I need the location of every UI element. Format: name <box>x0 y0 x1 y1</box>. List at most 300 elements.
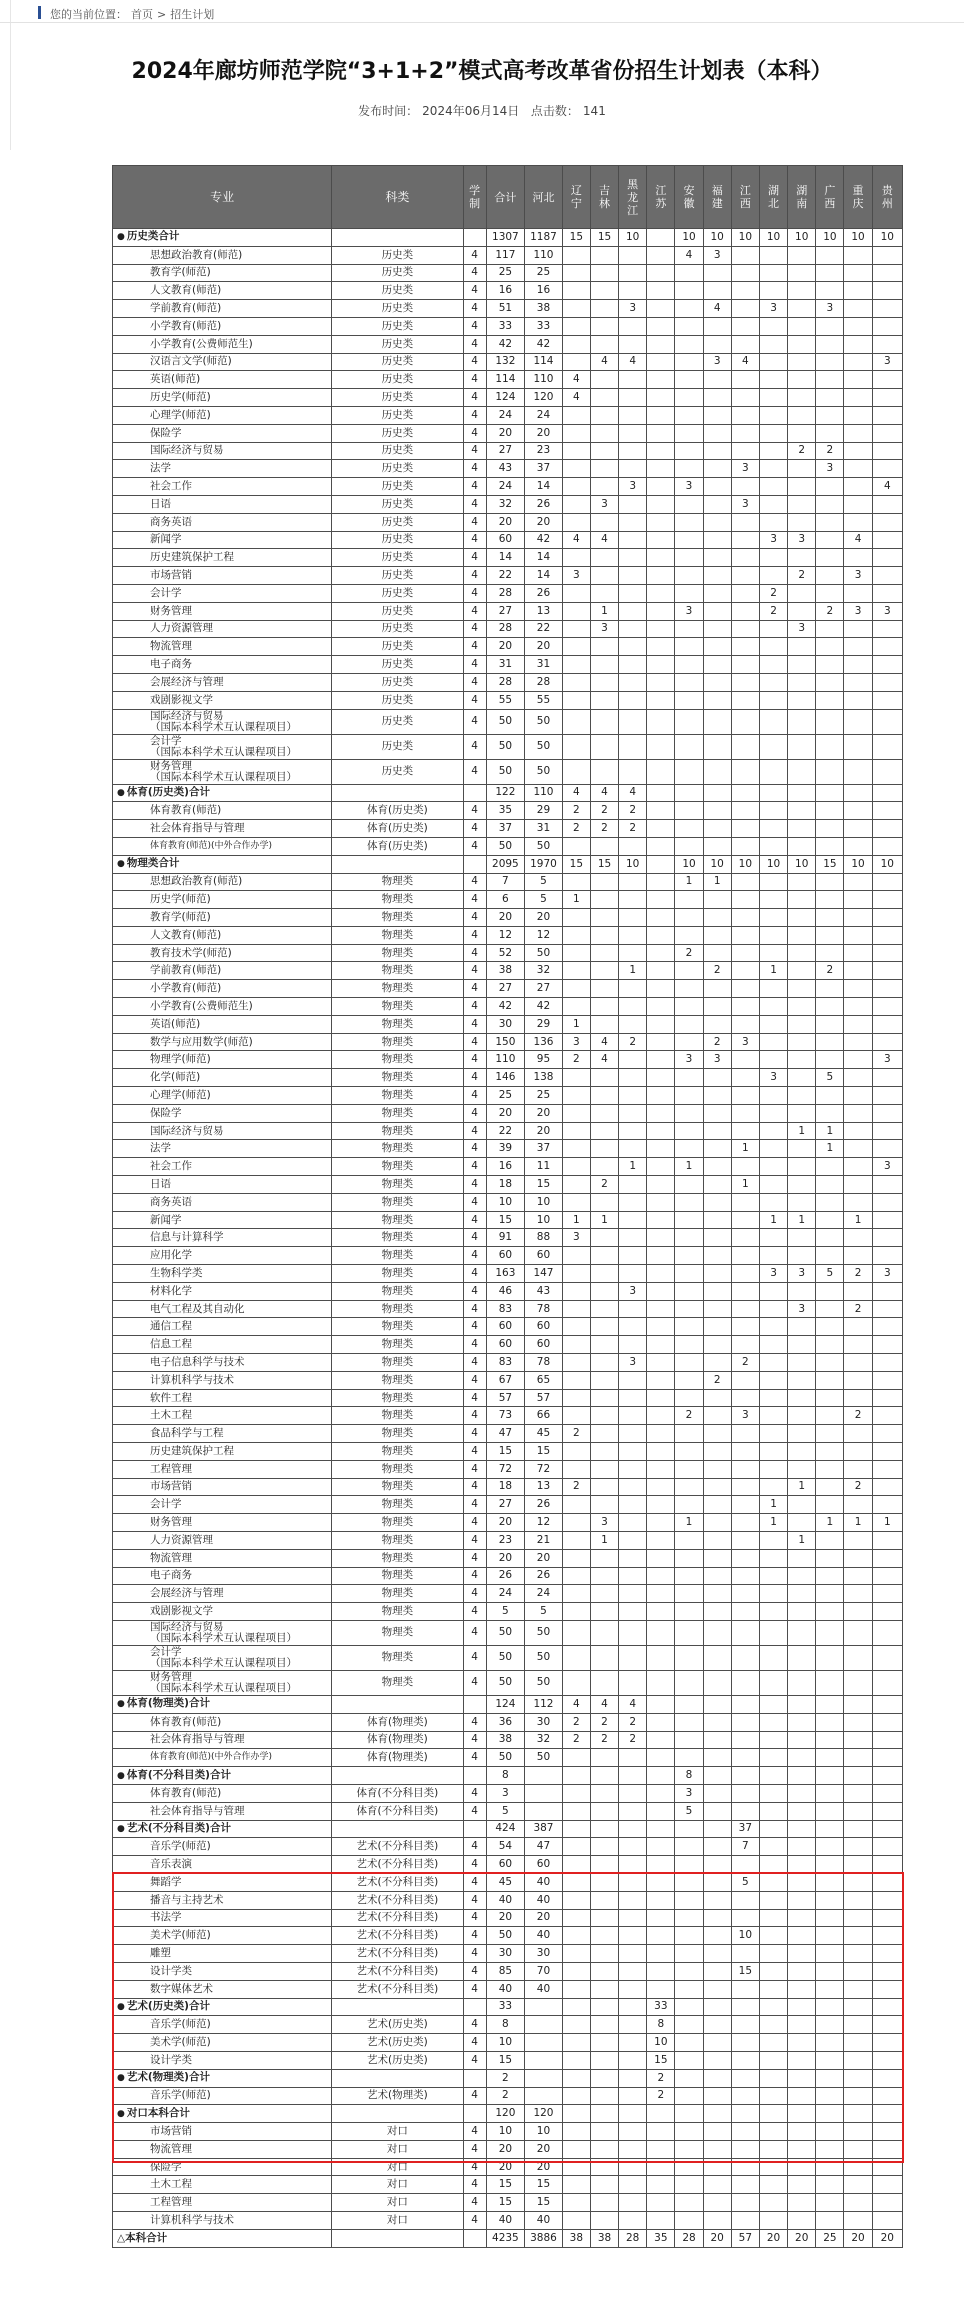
province-quota-cell <box>562 909 590 927</box>
province-quota-cell <box>844 1856 872 1874</box>
province-quota-cell: 50 <box>525 1670 563 1695</box>
province-quota-cell <box>647 1820 675 1838</box>
province-quota-cell <box>816 1407 844 1425</box>
category-cell: 物理类 <box>332 1531 463 1549</box>
province-quota-cell <box>816 584 844 602</box>
province-quota-cell <box>759 1531 787 1549</box>
major-cell: 通信工程 <box>113 1318 332 1336</box>
province-quota-cell <box>788 246 816 264</box>
province-quota-cell <box>872 389 902 407</box>
province-quota-cell <box>788 1945 816 1963</box>
province-quota-cell: 20 <box>788 2229 816 2247</box>
province-quota-cell <box>816 1927 844 1945</box>
province-quota-cell <box>759 891 787 909</box>
province-quota-cell: 1 <box>562 1015 590 1033</box>
province-quota-cell <box>525 1998 563 2016</box>
province-quota-cell <box>562 944 590 962</box>
province-quota-cell <box>788 1820 816 1838</box>
province-quota-cell: 15 <box>562 229 590 247</box>
province-quota-cell <box>759 1443 787 1461</box>
province-quota-cell: 1 <box>759 962 787 980</box>
total-cell: 424 <box>486 1820 525 1838</box>
province-quota-cell <box>675 1731 703 1749</box>
total-cell: 20 <box>486 638 525 656</box>
hits-label: 点击数： <box>530 104 579 118</box>
province-quota-cell <box>872 460 902 478</box>
province-quota-cell <box>816 638 844 656</box>
years-cell: 4 <box>463 300 486 318</box>
province-quota-cell <box>675 1371 703 1389</box>
category-cell: 物理类 <box>332 980 463 998</box>
province-quota-cell: 5 <box>816 1265 844 1283</box>
province-quota-cell: 60 <box>525 1856 563 1874</box>
province-quota-cell <box>731 1211 759 1229</box>
province-quota-cell: 4 <box>590 1695 618 1713</box>
total-cell: 24 <box>486 406 525 424</box>
province-quota-cell <box>816 1873 844 1891</box>
years-cell: 4 <box>463 1856 486 1874</box>
province-quota-cell <box>731 2105 759 2123</box>
province-quota-cell <box>703 820 731 838</box>
province-quota-cell <box>844 2140 872 2158</box>
province-quota-cell <box>647 1873 675 1891</box>
province-quota-cell <box>816 1603 844 1621</box>
category-cell: 物理类 <box>332 1496 463 1514</box>
province-quota-cell <box>675 1265 703 1283</box>
major-cell: 新闻学 <box>113 531 332 549</box>
years-cell: 4 <box>463 802 486 820</box>
province-quota-cell <box>844 335 872 353</box>
province-quota-cell <box>619 1265 647 1283</box>
major-cell: 设计学类 <box>113 1962 332 1980</box>
province-quota-cell <box>562 1962 590 1980</box>
province-quota-cell <box>816 478 844 496</box>
category-cell: 物理类 <box>332 1051 463 1069</box>
province-quota-cell <box>844 389 872 407</box>
province-quota-cell <box>788 656 816 674</box>
province-quota-cell <box>590 424 618 442</box>
province-quota-cell <box>872 1389 902 1407</box>
major-cell: 物流管理 <box>113 1549 332 1567</box>
province-quota-cell <box>759 1300 787 1318</box>
category-cell: 体育(不分科目类) <box>332 1784 463 1802</box>
province-quota-cell: 2 <box>562 820 590 838</box>
province-quota-cell <box>703 1531 731 1549</box>
total-cell: 16 <box>486 282 525 300</box>
total-cell: 60 <box>486 531 525 549</box>
table-row <box>113 1731 903 1749</box>
province-quota-cell <box>788 1069 816 1087</box>
province-quota-cell <box>788 1443 816 1461</box>
years-cell: 4 <box>463 531 486 549</box>
province-quota-cell <box>788 1140 816 1158</box>
province-quota-cell <box>703 495 731 513</box>
category-cell: 历史类 <box>332 495 463 513</box>
province-quota-cell <box>731 442 759 460</box>
province-quota-cell <box>731 1158 759 1176</box>
province-quota-cell <box>731 549 759 567</box>
province-quota-cell: 50 <box>525 944 563 962</box>
header-province: 吉林 <box>590 166 618 229</box>
province-quota-cell: 15 <box>525 1176 563 1194</box>
years-cell: 4 <box>463 1945 486 1963</box>
province-quota-cell <box>703 673 731 691</box>
province-quota-cell <box>844 1336 872 1354</box>
province-quota-cell <box>703 602 731 620</box>
total-cell: 30 <box>486 1945 525 1963</box>
province-quota-cell <box>703 1856 731 1874</box>
province-quota-cell <box>675 1229 703 1247</box>
province-quota-cell <box>647 264 675 282</box>
province-quota-cell <box>872 371 902 389</box>
province-quota-cell <box>788 709 816 734</box>
category-cell: 历史类 <box>332 478 463 496</box>
province-quota-cell <box>816 531 844 549</box>
province-quota-cell <box>872 317 902 335</box>
province-quota-cell: 136 <box>525 1033 563 1051</box>
category-cell: 物理类 <box>332 1229 463 1247</box>
category-cell <box>332 855 463 873</box>
total-cell: 15 <box>486 1443 525 1461</box>
province-quota-cell <box>816 2123 844 2141</box>
years-cell: 4 <box>463 998 486 1016</box>
province-quota-cell <box>675 926 703 944</box>
province-quota-cell <box>731 478 759 496</box>
province-quota-cell <box>647 1140 675 1158</box>
province-quota-cell <box>844 1909 872 1927</box>
province-quota-cell <box>703 406 731 424</box>
province-quota-cell <box>731 656 759 674</box>
province-quota-cell: 3 <box>590 1514 618 1532</box>
total-cell: 91 <box>486 1229 525 1247</box>
province-quota-cell <box>647 1300 675 1318</box>
province-quota-cell <box>816 2051 844 2069</box>
province-quota-cell <box>525 2051 563 2069</box>
province-quota-cell: 2 <box>759 584 787 602</box>
province-quota-cell <box>675 998 703 1016</box>
province-quota-cell <box>872 1802 902 1820</box>
province-quota-cell <box>675 2034 703 2052</box>
province-quota-cell: 26 <box>525 1567 563 1585</box>
province-quota-cell <box>788 1927 816 1945</box>
major-name: 国际经济与贸易 <box>150 1620 224 1633</box>
province-quota-cell <box>816 353 844 371</box>
province-quota-cell <box>759 1371 787 1389</box>
province-quota-cell <box>759 1749 787 1767</box>
province-quota-cell: 3 <box>788 1300 816 1318</box>
province-quota-cell <box>647 1962 675 1980</box>
province-quota-cell <box>844 1784 872 1802</box>
province-quota-cell <box>788 1620 816 1645</box>
province-quota-cell <box>759 1802 787 1820</box>
total-cell: 110 <box>486 1051 525 1069</box>
province-quota-cell <box>647 567 675 585</box>
province-quota-cell <box>788 1767 816 1785</box>
major-cell: 保险学 <box>113 424 332 442</box>
province-quota-cell: 57 <box>525 1389 563 1407</box>
province-quota-cell <box>759 1015 787 1033</box>
province-quota-cell <box>703 1478 731 1496</box>
province-quota-cell <box>619 424 647 442</box>
years-cell: 4 <box>463 1873 486 1891</box>
header-province: 重庆 <box>844 166 872 229</box>
province-quota-cell <box>590 1460 618 1478</box>
province-quota-cell: 4 <box>675 246 703 264</box>
category-cell: 历史类 <box>332 353 463 371</box>
province-quota-cell <box>590 1371 618 1389</box>
table-row <box>113 1193 903 1211</box>
province-quota-cell <box>872 549 902 567</box>
province-quota-cell <box>675 1820 703 1838</box>
table-row <box>113 980 903 998</box>
total-cell: 50 <box>486 759 525 784</box>
province-quota-cell <box>619 1300 647 1318</box>
province-quota-cell: 2 <box>675 1407 703 1425</box>
province-quota-cell <box>703 460 731 478</box>
province-quota-cell <box>759 1713 787 1731</box>
province-quota-cell <box>647 962 675 980</box>
total-cell: 32 <box>486 495 525 513</box>
province-quota-cell <box>675 1856 703 1874</box>
grand-total-row <box>113 2229 903 2247</box>
province-quota-cell: 1 <box>590 1211 618 1229</box>
major-cell: 物流管理 <box>113 638 332 656</box>
province-quota-cell <box>731 784 759 802</box>
province-quota-cell <box>703 1087 731 1105</box>
province-quota-cell <box>675 1909 703 1927</box>
province-quota-cell <box>703 442 731 460</box>
province-quota-cell <box>816 2212 844 2230</box>
province-quota-cell <box>731 1998 759 2016</box>
province-quota-cell <box>703 944 731 962</box>
province-quota-cell: 20 <box>525 1549 563 1567</box>
province-quota-cell <box>816 909 844 927</box>
province-quota-cell: 20 <box>703 2229 731 2247</box>
province-quota-cell <box>788 1749 816 1767</box>
years-cell: 4 <box>463 567 486 585</box>
province-quota-cell <box>872 1015 902 1033</box>
major-cell: 教育学(师范) <box>113 909 332 927</box>
province-quota-cell <box>619 638 647 656</box>
province-quota-cell <box>759 1193 787 1211</box>
province-quota-cell <box>872 638 902 656</box>
province-quota-cell <box>562 1389 590 1407</box>
province-quota-cell: 3 <box>872 1051 902 1069</box>
province-quota-cell <box>675 389 703 407</box>
province-quota-cell: 4 <box>562 784 590 802</box>
province-quota-cell <box>590 759 618 784</box>
province-quota-cell: 10 <box>619 855 647 873</box>
province-quota-cell <box>844 1176 872 1194</box>
major-cell: 雕塑 <box>113 1945 332 1963</box>
years-cell: 4 <box>463 1838 486 1856</box>
province-quota-cell: 4 <box>703 300 731 318</box>
province-quota-cell <box>759 1731 787 1749</box>
province-quota-cell <box>562 1820 590 1838</box>
province-quota-cell <box>647 1695 675 1713</box>
province-quota-cell: 40 <box>525 1873 563 1891</box>
years-cell <box>463 2105 486 2123</box>
province-quota-cell <box>562 1856 590 1874</box>
province-quota-cell <box>872 1856 902 1874</box>
years-cell: 4 <box>463 264 486 282</box>
major-cell: ● 艺术(不分科目类)合计 <box>113 1820 332 1838</box>
province-quota-cell <box>647 691 675 709</box>
province-quota-cell: 7 <box>731 1838 759 1856</box>
province-quota-cell <box>590 944 618 962</box>
province-quota-cell <box>562 246 590 264</box>
province-quota-cell <box>844 2212 872 2230</box>
province-quota-cell <box>590 1478 618 1496</box>
province-quota-cell <box>759 317 787 335</box>
category-cell: 物理类 <box>332 1645 463 1670</box>
province-quota-cell: 4 <box>590 784 618 802</box>
province-quota-cell <box>703 2140 731 2158</box>
province-quota-cell <box>816 2087 844 2105</box>
province-quota-cell <box>731 1229 759 1247</box>
major-cell: 商务英语 <box>113 1193 332 1211</box>
province-quota-cell <box>562 1176 590 1194</box>
province-quota-cell <box>872 1998 902 2016</box>
province-quota-cell <box>562 1603 590 1621</box>
major-cell: ● 对口本科合计 <box>113 2105 332 2123</box>
province-quota-cell <box>844 998 872 1016</box>
breadcrumb-home-link[interactable]: 首页 <box>131 8 153 21</box>
province-quota-cell <box>703 2087 731 2105</box>
province-quota-cell: 2 <box>590 1176 618 1194</box>
province-quota-cell <box>619 1670 647 1695</box>
province-quota-cell <box>619 1318 647 1336</box>
province-quota-cell <box>562 1998 590 2016</box>
province-quota-cell <box>647 406 675 424</box>
province-quota-cell <box>759 784 787 802</box>
province-quota-cell <box>675 1211 703 1229</box>
province-quota-cell <box>675 1962 703 1980</box>
province-quota-cell <box>872 1496 902 1514</box>
total-cell: 15 <box>486 1211 525 1229</box>
province-quota-cell: 2 <box>619 820 647 838</box>
category-cell: 历史类 <box>332 335 463 353</box>
province-quota-cell <box>619 2069 647 2087</box>
province-quota-cell <box>759 1282 787 1300</box>
major-cell: 小学教育(师范) <box>113 980 332 998</box>
province-quota-cell <box>590 1015 618 1033</box>
province-quota-cell: 22 <box>525 620 563 638</box>
province-quota-cell <box>675 1838 703 1856</box>
province-quota-cell <box>647 1585 675 1603</box>
province-quota-cell <box>703 1838 731 1856</box>
province-quota-cell <box>872 926 902 944</box>
province-quota-cell <box>759 1336 787 1354</box>
major-cell: 软件工程 <box>113 1389 332 1407</box>
province-quota-cell <box>562 1104 590 1122</box>
province-quota-cell: 15 <box>647 2051 675 2069</box>
province-quota-cell <box>872 1980 902 1998</box>
province-quota-cell <box>872 1820 902 1838</box>
province-quota-cell <box>844 1731 872 1749</box>
province-quota-cell <box>788 837 816 855</box>
table-row <box>113 1856 903 1874</box>
province-quota-cell <box>788 784 816 802</box>
years-cell: 4 <box>463 1980 486 1998</box>
province-quota-cell <box>816 1158 844 1176</box>
province-quota-cell <box>816 1354 844 1372</box>
total-cell: 4235 <box>486 2229 525 2247</box>
province-quota-cell <box>619 1407 647 1425</box>
header-major: 专业 <box>113 166 332 229</box>
province-quota-cell <box>590 1354 618 1372</box>
province-quota-cell <box>590 2087 618 2105</box>
province-quota-cell <box>647 926 675 944</box>
years-cell: 4 <box>463 891 486 909</box>
province-quota-cell <box>816 1247 844 1265</box>
province-quota-cell: 38 <box>525 300 563 318</box>
province-quota-cell <box>590 2194 618 2212</box>
province-quota-cell <box>844 1087 872 1105</box>
category-cell: 物理类 <box>332 1282 463 1300</box>
province-quota-cell <box>731 1336 759 1354</box>
subtotal-row <box>113 1998 903 2016</box>
province-quota-cell <box>647 1567 675 1585</box>
province-quota-cell <box>731 246 759 264</box>
province-quota-cell <box>675 531 703 549</box>
province-quota-cell <box>647 855 675 873</box>
province-quota-cell <box>619 264 647 282</box>
province-quota-cell <box>590 980 618 998</box>
province-quota-cell: 4 <box>590 353 618 371</box>
province-quota-cell <box>675 406 703 424</box>
province-quota-cell: 15 <box>525 2176 563 2194</box>
category-cell: 物理类 <box>332 1567 463 1585</box>
table-row <box>113 1460 903 1478</box>
province-quota-cell <box>816 1371 844 1389</box>
table-row <box>113 998 903 1016</box>
province-quota-cell <box>844 2034 872 2052</box>
province-quota-cell <box>872 1282 902 1300</box>
table-row <box>113 1158 903 1176</box>
province-quota-cell <box>759 2158 787 2176</box>
breadcrumb-current-link[interactable]: 招生计划 <box>170 8 215 21</box>
province-quota-cell: 13 <box>525 602 563 620</box>
province-quota-cell <box>872 1891 902 1909</box>
category-cell: 历史类 <box>332 406 463 424</box>
province-quota-cell <box>844 584 872 602</box>
years-cell: 4 <box>463 1962 486 1980</box>
province-quota-cell: 3 <box>703 353 731 371</box>
table-row <box>113 909 903 927</box>
province-quota-cell <box>675 1282 703 1300</box>
category-cell: 体育(物理类) <box>332 1749 463 1767</box>
header-province: 河北 <box>525 166 563 229</box>
province-quota-cell <box>703 837 731 855</box>
total-cell: 124 <box>486 1695 525 1713</box>
province-quota-cell <box>703 478 731 496</box>
province-quota-cell <box>562 1282 590 1300</box>
table-row <box>113 264 903 282</box>
province-quota-cell <box>619 1051 647 1069</box>
province-quota-cell <box>759 909 787 927</box>
province-quota-cell <box>816 1211 844 1229</box>
province-quota-cell: 14 <box>525 549 563 567</box>
province-quota-cell <box>759 1229 787 1247</box>
province-quota-cell: 10 <box>675 229 703 247</box>
total-cell: 2095 <box>486 855 525 873</box>
table-row <box>113 282 903 300</box>
province-quota-cell <box>816 2140 844 2158</box>
province-quota-cell <box>562 424 590 442</box>
province-quota-cell <box>647 246 675 264</box>
province-quota-cell <box>525 2069 563 2087</box>
